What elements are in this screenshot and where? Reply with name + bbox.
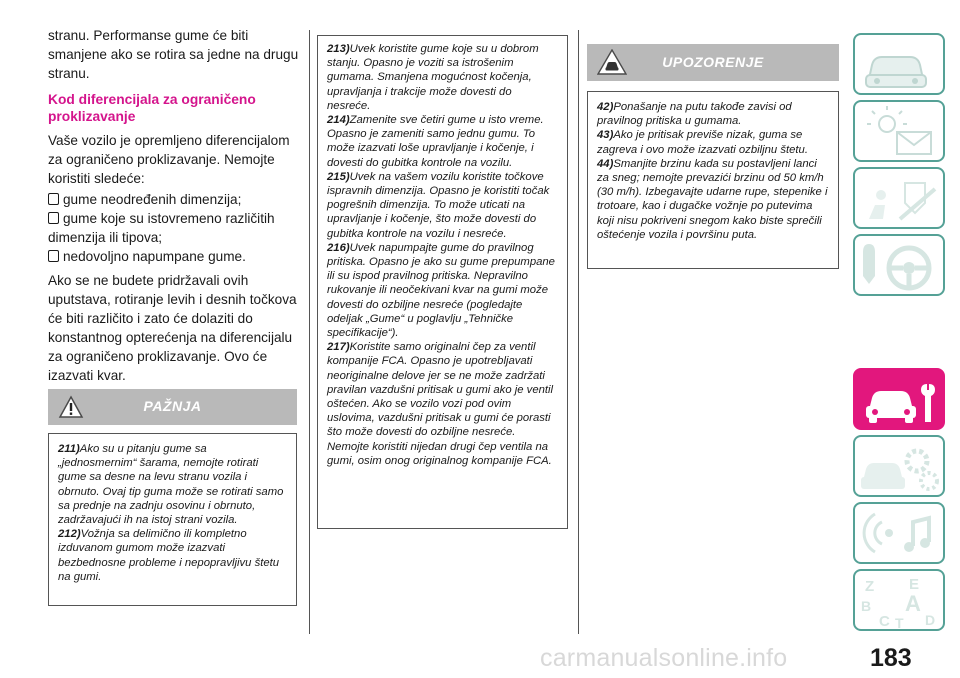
bullet-square-icon xyxy=(48,193,59,205)
car-gears-icon xyxy=(855,437,945,497)
attention-box xyxy=(48,433,297,606)
caution-item-44: 44)Smanjite brzinu kada su postavljeni lanci za sneg; nemojte prevazići brzinu od 50 km/h (30 m/h). Izbegavajte udarne rupe, stepenike i trotoare, kao i dugačke vožnje po putevima koji nisu pokriveni snegom kako biste sprečili oštećenje vozila i površinu puta. xyxy=(597,157,828,241)
attention-header xyxy=(48,389,297,425)
bullet-item: gume koje su istovremeno različitih dimenzija ili tipova; xyxy=(48,211,275,245)
page-number: 183 xyxy=(870,644,912,672)
differential-paragraph: Vaše vozilo je opremljeno diferencijalom za ograničeno proklizavanje. Nemojte koristiti sledeće: xyxy=(48,133,290,186)
notes-box xyxy=(317,35,568,529)
index-letter: A xyxy=(905,591,921,616)
caution-item-42: 42)Ponašanje na putu takođe zavisi od pravilnog pritiska u gumama. xyxy=(597,101,792,128)
tab-dashboard[interactable] xyxy=(853,100,945,162)
tab-maintenance[interactable] xyxy=(853,368,945,430)
car-icon xyxy=(855,35,945,95)
note-item-217: 217)Koristite samo originalni čep za ventil kompanije FCA. Opasno je upotrebljavati neoriginalne delove jer se ne može zadržati pravilan vazdušni pritisak u gumi ako je ventil oštećen. Ako se vozilo vozi pod ovim uslovima, vazdušni pritisak u gumi će porasti što može dovesti do ozbiljne nesreće. Nemojte koristiti nijedan drugi čep ventila na gumi, osim onog originalnog kompanije FCA. xyxy=(327,341,554,467)
intro-paragraph: stranu. Performanse gume će biti smanjene ako se rotira sa jedne na drugu stranu. xyxy=(48,28,299,81)
index-letter: T xyxy=(895,615,904,631)
index-letter: B xyxy=(861,598,872,614)
caution-header xyxy=(587,44,839,81)
dashboard-warning-lights-icon xyxy=(855,102,945,162)
section-heading: Kod diferencijala za ograničeno proklizavanje xyxy=(48,92,256,124)
bullet-square-icon xyxy=(48,250,59,262)
caution-title: UPOZORENJE xyxy=(662,54,764,70)
index-letter: C xyxy=(879,613,890,630)
tab-multimedia[interactable] xyxy=(853,502,945,564)
tab-technical-data[interactable] xyxy=(853,435,945,497)
multimedia-icon xyxy=(855,504,945,564)
note-item-212: 212)Vožnja sa delimično ili kompletno izduvanom gumom može izazvati bezbednosne probleme i nepopravljivu štetu na gumi. xyxy=(58,528,280,583)
index-letter: E xyxy=(909,576,920,593)
attention-title: PAŽNJA xyxy=(143,398,202,414)
index-letter: D xyxy=(925,612,936,628)
tab-safety[interactable] xyxy=(853,167,945,229)
key-steering-wheel-icon xyxy=(855,236,945,296)
caution-item-43: 43)Ako je pritisak previše nizak, guma se zagreva i ovo može izazvati ozbiljnu štetu. xyxy=(597,129,808,156)
note-item-214: 214)Zamenite sve četiri gume u isto vreme. Opasno je zameniti samo jednu gumu. To može izazvati loše upravljanje i kočenje, i dovesti do gubitka kontrole na vozilu. xyxy=(327,114,544,169)
tab-starting-driving[interactable] xyxy=(853,234,945,296)
tab-car[interactable] xyxy=(853,33,945,95)
bullet-item: nedovoljno napumpane gume. xyxy=(48,247,300,266)
index-letter: Z xyxy=(865,578,875,595)
watermark: carmanualsonline.info xyxy=(540,644,788,672)
bullet-square-icon xyxy=(48,212,59,224)
column-divider xyxy=(578,30,579,634)
alphabetical-index-icon xyxy=(855,571,945,631)
note-item-211: 211)Ako su u pitanju gume sa „jednosmernim“ šarama, nemojte rotirati gume sa desne na levu stranu vozila i obrnuto. Ovaj tip guma može se rotirati samo sa prednje na zadnju osovinu i obrnuto, zadržavajući ih na istoj strani vozila. xyxy=(58,443,284,527)
note-item-216: 216)Uvek napumpajte gume do pravilnog pritiska. Opasno je ako su gume prepumpane ili su ispod pravilnog pritiska. Nepravilno rukovanje ili neočekivani kvar na gumi može dovesti do ozbiljne nesreće (pogledajte odeljak „Gume“ u poglavlju „Tehničke specifikacije“). xyxy=(327,241,555,340)
car-wrench-icon xyxy=(855,370,945,430)
safety-airbag-icon xyxy=(855,169,945,229)
left-column xyxy=(48,26,300,390)
consequence-paragraph: Ako se ne budete pridržavali ovih uputstava, rotiranje levih i desnih točkova će biti različito i zato će dolaziti do konstantnog opterećenja na diferencijalu za ograničeno proklizavanje. Ovo će izazvati kvar. xyxy=(48,273,297,383)
bullet-item: gume neodređenih dimenzija; xyxy=(48,190,300,209)
caution-box xyxy=(587,91,839,269)
column-divider xyxy=(309,30,310,634)
note-item-215: 215)Uvek na vašem vozilu koristite točkove ispravnih dimenzija. Opasno je koristiti točak pogrešnih dimenzija. To može uticati na upravljanje i kočenje, što može dovesti do gubitka kontrole na vozilu i nesreće. xyxy=(327,170,550,240)
tab-index[interactable] xyxy=(853,569,945,631)
note-item-213: 213)Uvek koristite gume koje su u dobrom stanju. Opasno je voziti sa istrošenim gumama. Smanjena mogućnost kočenja, upravljanja i trakcije može dovesti do nesreće. xyxy=(327,43,539,112)
